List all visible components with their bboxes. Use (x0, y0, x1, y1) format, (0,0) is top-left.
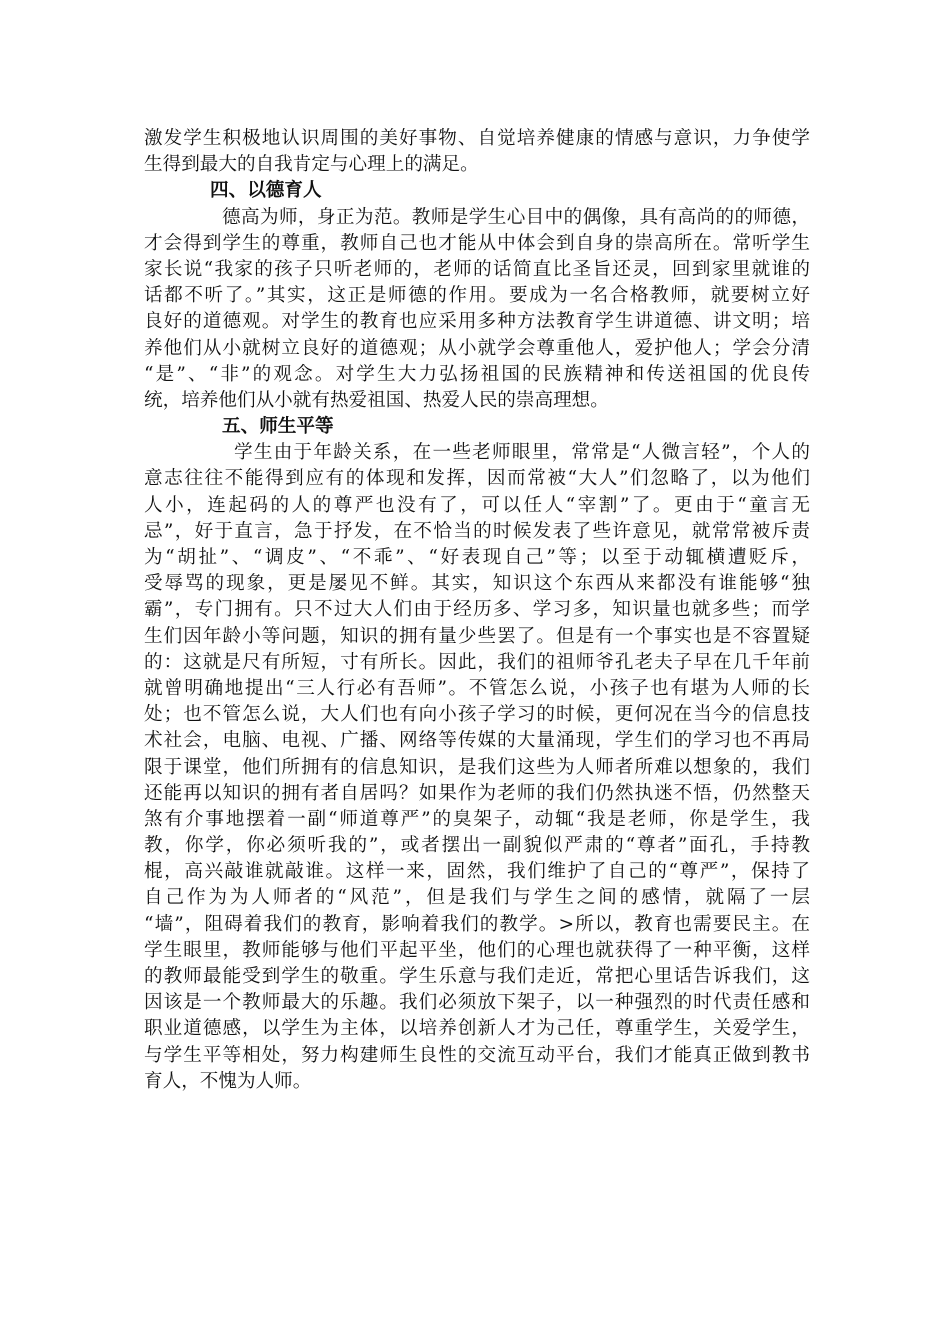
section5-line: 育人，不愧为人师。 (144, 1070, 312, 1092)
section4-line: 才会得到学生的尊重，教师自己也才能从中体会到自身的崇高所在。常听学生 (144, 232, 810, 254)
section5-line: 因该是一个教师最大的乐趣。我们必须放下架子，以一种强烈的时代责任感和 (144, 992, 810, 1014)
section4-line: 良好的道德观。对学生的教育也应采用多种方法教育学生讲道德、讲文明；培 (144, 311, 810, 333)
section5-line: 学生眼里，教师能够与他们平起平坐，他们的心理也就获得了一种平衡，这样 (144, 939, 810, 961)
section4-line: 家长说“我家的孩子只听老师的，老师的话简直比圣旨还灵，回到家里就谁的 (144, 258, 810, 280)
section5-line: 受辱骂的现象，更是屡见不鲜。其实，知识这个东西从来都没有谁能够“独 (144, 573, 810, 595)
section4-line: 话都不听了。”其实，这正是师德的作用。要成为一名合格教师，就要树立好 (144, 285, 810, 307)
section5-line: 人小，连起码的人的尊严也没有了，可以任人“宰割”了。更由于“童言无 (144, 494, 810, 516)
section5-line: 意志往往不能得到应有的体现和发挥，因而常被“大人”们忽略了，以为他们 (144, 468, 810, 490)
section4-line: 养他们从小就树立良好的道德观；从小就学会尊重他人，爱护他人；学会分清 (144, 337, 810, 359)
intro-line: 激发学生积极地认识周围的美好事物、自觉培养健康的情感与意识，力争使学 (144, 128, 810, 149)
section5-line: 为“胡扯”、“调皮”、“不乖”、“好表现自己”等；以至于动辄横遭贬斥， (144, 547, 810, 568)
section5-line: 限于课堂，他们所拥有的信息知识，是我们这些为人师者所难以想象的，我们 (144, 756, 810, 778)
section5-line: 的：这就是尺有所短，寸有所长。因此，我们的祖师爷孔老夫子早在几千年前 (144, 651, 810, 673)
section5-line: 职业道德感，以学生为主体，以培养创新人才为己任，尊重学生，关爱学生， (144, 1018, 810, 1040)
section-heading-5: 五、师生平等 (222, 416, 334, 438)
section4-line: 德高为师，身正为范。教师是学生心目中的偶像，具有高尚的的师德， (222, 206, 810, 228)
section5-line: 棍，高兴敲谁就敲谁。这样一来，固然，我们维护了自己的“尊严”，保持了 (144, 861, 810, 883)
section5-line: “墙”，阻碍着我们的教育，影响着我们的教学。>所以，教育也需要民主。在 (144, 913, 810, 935)
document-body (144, 126, 810, 1095)
section5-line: 自己作为为人师者的“风范”，但是我们与学生之间的感情，就隔了一层 (144, 887, 810, 909)
section5-line: 处；也不管怎么说，大人们也有向小孩子学习的时候，更何况在当今的信息技 (144, 704, 810, 726)
section5-line: 术社会，电脑、电视、广播、网络等传媒的大量涌现，学生们的学习也不再局 (144, 730, 810, 752)
section5-line: 还能再以知识的拥有者自居吗？如果作为老师的我们仍然执迷不悟，仍然整天 (144, 782, 810, 804)
intro-line: 生得到最大的自我肯定与心理上的满足。 (144, 154, 479, 176)
section5-line: 学生由于年龄关系，在一些老师眼里，常常是“人微言轻”，个人的 (234, 442, 810, 464)
section5-line: 的教师最能受到学生的敬重。学生乐意与我们走近，常把心里话告诉我们，这 (144, 966, 810, 987)
section5-line: 教，你学，你必须听我的”，或者摆出一副貌似严肃的“尊者”面孔，手持教 (144, 835, 810, 857)
section5-line: 生们因年龄小等问题，知识的拥有量少些罢了。但是有一个事实也是不容置疑 (144, 625, 810, 647)
section5-line: 就曾明确地提出“三人行必有吾师”。不管怎么说，小孩子也有堪为人师的长 (144, 677, 810, 699)
section-heading-4: 四、以德育人 (210, 180, 322, 202)
section4-line: “是”、“非”的观念。对学生大力弘扬祖国的民族精神和传送祖国的优良传 (144, 363, 810, 385)
section5-line: 忌”，好于直言，急于抒发，在不恰当的时候发表了些许意见，就常常被斥责 (144, 520, 810, 542)
section5-line: 与学生平等相处，努力构建师生良性的交流互动平台，我们才能真正做到教书 (144, 1044, 810, 1066)
section5-line: 霸”，专门拥有。只不过大人们由于经历多、学习多，知识量也就多些；而学 (144, 599, 810, 621)
section5-line: 煞有介事地摆着一副“师道尊严”的臭架子，动辄“我是老师，你是学生，我 (144, 808, 810, 830)
section4-line: 统，培养他们从小就有热爱祖国、热爱人民的崇高理想。 (144, 389, 609, 411)
